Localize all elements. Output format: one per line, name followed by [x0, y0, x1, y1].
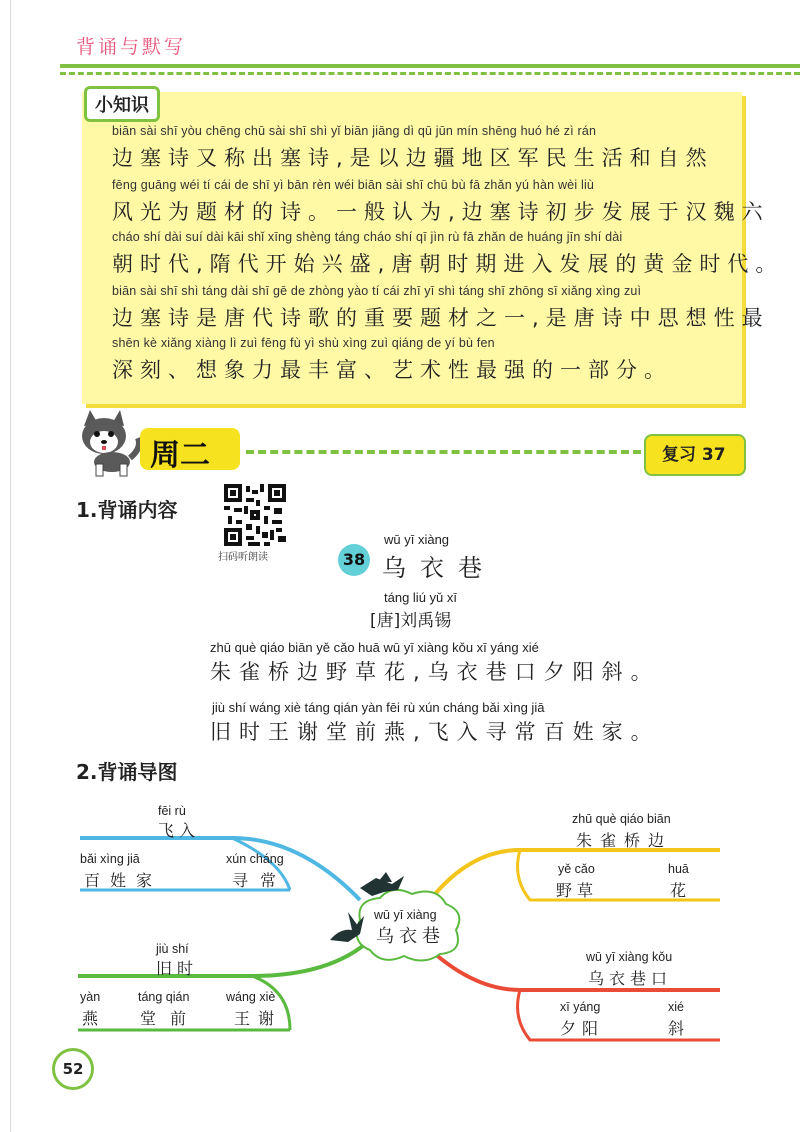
- review-label: 复习 37: [662, 445, 726, 465]
- node-label: 燕: [82, 1009, 104, 1028]
- node-label: 堂前: [140, 1009, 201, 1028]
- node-label: 王谢: [234, 1009, 283, 1028]
- section-title-mindmap: 2.背诵导图: [76, 760, 178, 784]
- node-pinyin: fēi rù: [158, 804, 186, 818]
- node-pinyin: xié: [668, 1000, 684, 1014]
- day-label: 周二: [150, 438, 210, 473]
- poem-title-pinyin: wū yī xiàng: [384, 532, 450, 547]
- node-pinyin: yě cǎo: [558, 862, 595, 876]
- node-pinyin: huā: [668, 862, 689, 876]
- hanzi-line: 风光为题材的诗。一般认为,边塞诗初步发展于汉魏六: [112, 200, 770, 224]
- node-label: 百姓家: [84, 871, 163, 890]
- branch-right-bottom-leaf: [518, 990, 720, 1040]
- poem-number-badge: 38: [338, 544, 370, 576]
- node-pinyin: zhū què qiáo biān: [572, 812, 671, 826]
- poem-author-pinyin: táng liú yǔ xī: [384, 590, 457, 605]
- node-pinyin: yàn: [80, 990, 101, 1004]
- node-pinyin: táng qián: [138, 990, 190, 1004]
- poem-line: 旧时王谢堂前燕,飞入寻常百姓家。: [210, 720, 660, 744]
- section-title-recite: 1.背诵内容: [76, 498, 178, 522]
- hanzi-line: 深刻、想象力最丰富、艺术性最强的一部分。: [112, 358, 672, 382]
- node-pinyin: xī yáng: [560, 1000, 601, 1014]
- poem-line-pinyin: zhū què qiáo biān yě cǎo huā wū yī xiàng kǒu xī yáng xié: [210, 640, 539, 655]
- hanzi-line: 边塞诗是唐代诗歌的重要题材之一,是唐诗中思想性最: [112, 306, 770, 330]
- branch-right-bottom: [420, 940, 720, 990]
- node-pinyin: wáng xiè: [226, 990, 276, 1004]
- node-pinyin: xún cháng: [226, 852, 284, 866]
- node-label: 朱雀桥边: [576, 831, 673, 850]
- node-label: 斜: [668, 1019, 690, 1038]
- node-label: 花: [670, 881, 692, 900]
- poem-line-pinyin: jiù shí wáng xiè táng qián yàn fēi rù xún cháng bǎi xìng jiā: [212, 700, 545, 715]
- node-pinyin: wū yī xiàng kǒu: [586, 950, 673, 964]
- poem-title: 乌衣巷: [382, 554, 496, 582]
- header-title: 背诵与默写: [76, 36, 187, 58]
- node-label: 寻常: [232, 871, 289, 890]
- node-label: 旧时: [156, 959, 199, 978]
- pinyin-line: cháo shí dài suí dài kāi shǐ xīng shèng táng cháo shí qī jìn rù fā zhǎn de huáng jīn shí dài: [112, 230, 623, 244]
- page-number: 52: [52, 1048, 94, 1090]
- node-label: 野草: [556, 881, 599, 900]
- pinyin-line: biān sài shī shì táng dài shī gē de zhòng yào tí cái zhī yī shì táng shī zhōng sī xiǎng xìng zuì: [112, 284, 642, 298]
- node-label: 飞入: [158, 821, 201, 840]
- hanzi-line: 边塞诗又称出塞诗,是以边疆地区军民生活和自然: [112, 146, 714, 170]
- center-title: 乌衣巷: [376, 926, 445, 947]
- node-pinyin: jiù shí: [156, 942, 189, 956]
- node-label: 夕阳: [560, 1019, 605, 1038]
- knowledge-tag: 小知识: [84, 86, 160, 122]
- hanzi-line: 朝时代,隋代开始兴盛,唐朝时期进入发展的黄金时代。: [112, 252, 784, 276]
- branch-left-bottom: [78, 940, 370, 976]
- poem-author: [唐]刘禹锡: [370, 611, 452, 631]
- node-pinyin: bǎi xìng jiā: [80, 852, 140, 866]
- pinyin-line: biān sài shī yòu chēng chū sài shī shì yǐ biān jiāng dì qū jūn mín shēng huó hé zì rán: [112, 124, 597, 138]
- center-pinyin: wū yī xiàng: [374, 908, 437, 922]
- poem-line: 朱雀桥边野草花,乌衣巷口夕阳斜。: [210, 660, 660, 684]
- qr-caption: 扫码听朗读: [218, 552, 268, 563]
- node-label: 乌衣巷口: [588, 969, 673, 988]
- pinyin-line: fēng guāng wéi tí cái de shī yì bān rèn wéi biān sài shī chū bù fā zhǎn yú hàn wèi liù: [112, 178, 595, 192]
- pinyin-line: shēn kè xiǎng xiàng lì zuì fēng fù yì shù xìng zuì qiáng de yí bù fen: [112, 336, 495, 350]
